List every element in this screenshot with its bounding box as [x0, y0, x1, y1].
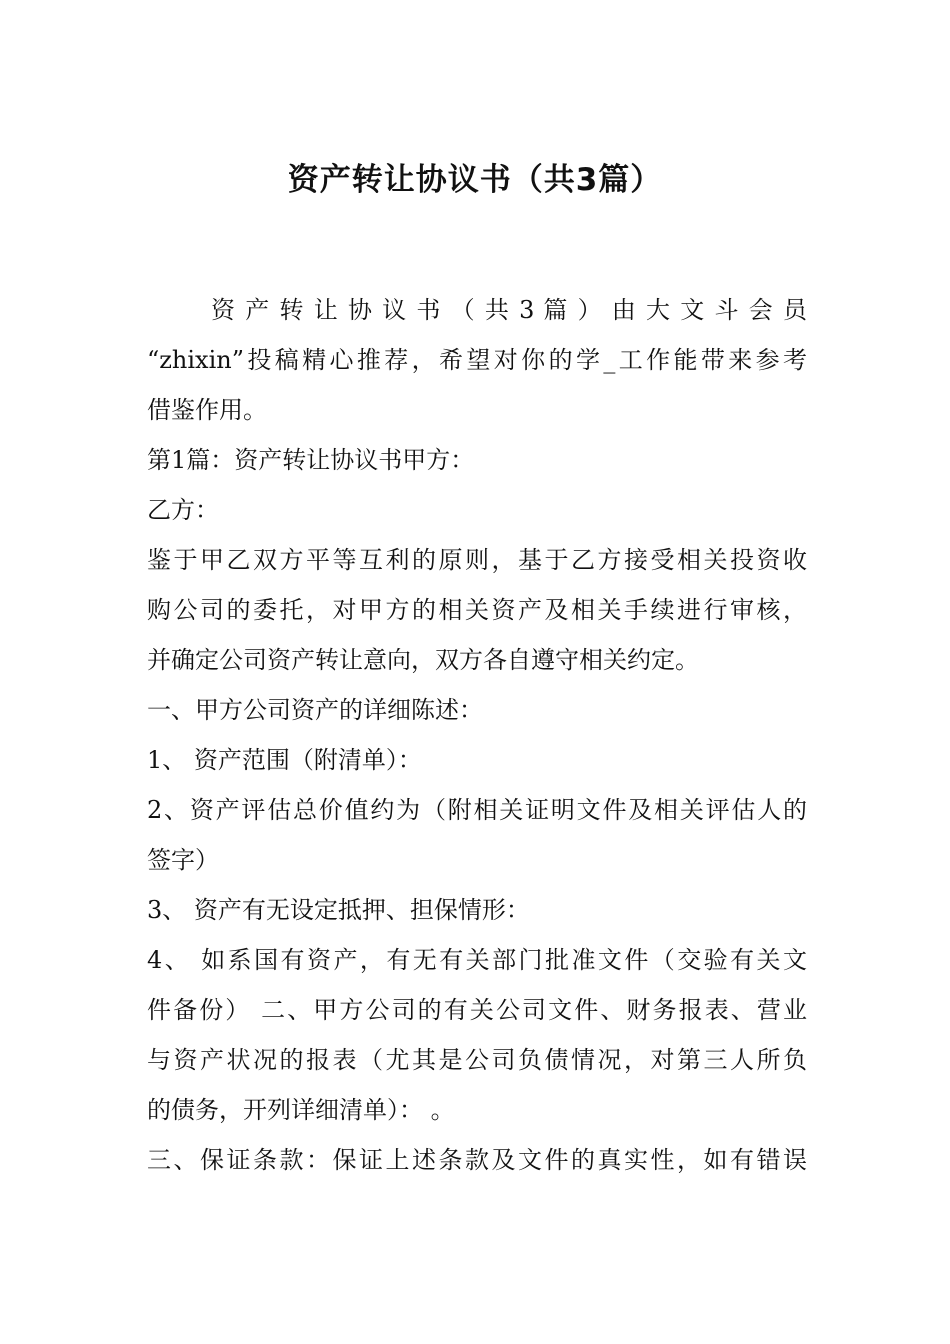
paragraph-line: 件备份） 二、甲方公司的有关公司文件、财务报表、营业 [147, 996, 807, 1024]
document-body [147, 285, 807, 1185]
paragraph-line: 鉴于甲乙双方平等互利的原则，基于乙方接受相关投资收 [147, 546, 807, 574]
paragraph-line: 的债务，开列详细清单）： 。 [147, 1096, 455, 1124]
paragraph-line: 2、资产评估总价值约为（附相关证明文件及相关评估人的 [147, 796, 807, 824]
paragraph-line: 一、甲方公司资产的详细陈述： [147, 696, 483, 724]
paragraph-line: 4、 如系国有资产，有无有关部门批准文件（交验有关文 [147, 946, 807, 974]
paragraph-line: 购公司的委托，对甲方的相关资产及相关手续进行审核， [147, 596, 807, 624]
paragraph-line: 与资产状况的报表（尤其是公司负债情况，对第三人所负 [147, 1046, 807, 1074]
paragraph-line: 1、 资产范围（附清单）： [147, 746, 422, 774]
paragraph-line: 第1篇：资产转让协议书甲方： [147, 446, 475, 474]
paragraph-line: 资 产 转 让 协 议 书 （ 共 3 篇 ） 由 大 文 斗 会 员 [211, 296, 807, 324]
paragraph-line: 三、保证条款：保证上述条款及文件的真实性，如有错误 [147, 1146, 807, 1174]
paragraph-line: “zhixin”投稿精心推荐，希望对你的学_工作能带来参考 [147, 346, 807, 374]
document-title: 资产转让协议书（共3篇） [287, 162, 663, 198]
paragraph-line: 乙方： [147, 496, 219, 524]
paragraph-line: 并确定公司资产转让意向，双方各自遵守相关约定。 [147, 646, 699, 674]
paragraph-line: 签字） [147, 846, 219, 874]
paragraph-line: 3、 资产有无设定抵押、担保情形： [147, 896, 530, 924]
paragraph-line: 借鉴作用。 [147, 396, 267, 424]
